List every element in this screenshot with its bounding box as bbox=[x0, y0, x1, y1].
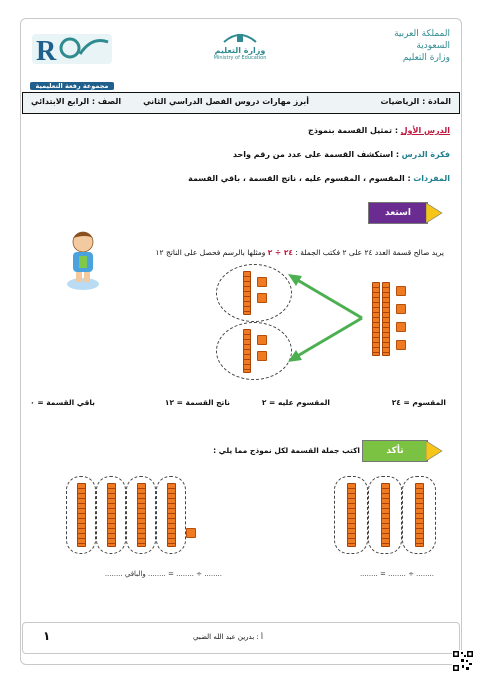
info-title: أبرز مهارات دروس الفصل الدراسي الثاني bbox=[143, 97, 309, 106]
tens-rod bbox=[372, 282, 380, 356]
tens-rod bbox=[137, 483, 146, 547]
svg-text:R: R bbox=[36, 36, 57, 67]
check-arrow-icon bbox=[426, 441, 444, 461]
problem-tail: ومثلها بالرسم فحصل على الناتج ١٢ bbox=[155, 248, 268, 257]
tens-rod bbox=[382, 282, 390, 356]
unit-cube bbox=[396, 286, 406, 296]
rifaa-logo-text: مجموعة رفعة التعليمية bbox=[30, 82, 114, 90]
tens-rod bbox=[167, 483, 176, 547]
ministry-name-en: Ministry of Education bbox=[213, 55, 267, 61]
kingdom-name: المملكة العربية السعودية bbox=[394, 29, 450, 51]
exercise-left-group bbox=[66, 476, 96, 554]
tens-rod bbox=[107, 483, 116, 547]
idea-text: : استكشف القسمة على عدد من رقم واحد bbox=[232, 150, 400, 159]
exercise-right-group bbox=[402, 476, 436, 554]
exercise-prompt: اكتب جملة القسمة لكل نموذج مما يلي : bbox=[213, 446, 360, 455]
check-button[interactable] bbox=[362, 440, 444, 462]
lesson-vocab-line bbox=[130, 174, 450, 183]
exercise-left-group bbox=[126, 476, 156, 554]
lesson-title-line bbox=[150, 126, 450, 135]
problem-statement bbox=[114, 248, 444, 257]
loose-unit-cube bbox=[186, 528, 196, 538]
ready-button-label: استعد bbox=[368, 202, 428, 224]
check-button-label: تأكد bbox=[362, 440, 428, 462]
answer-line-left[interactable]: ........ ÷ ........ = ........ والباقي ........ bbox=[104, 570, 222, 578]
qr-code-icon bbox=[452, 650, 474, 672]
exercise-right-group bbox=[368, 476, 402, 554]
remainder-result: باقي القسمة = ٠ bbox=[30, 398, 95, 407]
boy-illustration bbox=[62, 228, 104, 292]
tens-rod bbox=[381, 483, 390, 547]
ministry-name-ar: وزارة التعليم bbox=[214, 46, 266, 55]
rifaa-logo bbox=[30, 32, 114, 88]
info-bar bbox=[22, 92, 460, 114]
exercise-left-group bbox=[156, 476, 186, 554]
unit-cube bbox=[257, 351, 267, 361]
ministry-logo-mid bbox=[205, 28, 275, 68]
exercise-right-group bbox=[334, 476, 368, 554]
lesson-idea-line bbox=[150, 150, 450, 159]
unit-cube bbox=[257, 293, 267, 303]
ministry-logo-right bbox=[360, 28, 450, 63]
page-footer bbox=[22, 622, 460, 654]
group-circle-2 bbox=[216, 322, 292, 380]
unit-cube bbox=[396, 340, 406, 350]
ministry-emblem-icon bbox=[220, 28, 260, 44]
lesson-title: : تمثيل القسمة بنموذج bbox=[308, 126, 399, 135]
divisor-result: المقسوم عليه = ٢ bbox=[261, 398, 330, 407]
lesson-label: الدرس الأول bbox=[400, 126, 450, 135]
tens-rod bbox=[415, 483, 424, 547]
tens-rod bbox=[347, 483, 356, 547]
rifaa-logo-mark bbox=[30, 32, 114, 78]
vocab-text: : المقسوم ، المقسوم عليه ، ناتج القسمة ، باقي القسمة bbox=[188, 174, 411, 183]
subject-label: المادة : الرياضيات bbox=[380, 97, 451, 106]
tens-rod bbox=[77, 483, 86, 547]
split-arrows bbox=[286, 266, 366, 370]
group-circle-1 bbox=[216, 264, 292, 322]
whole-model-24 bbox=[372, 282, 412, 356]
tens-rod bbox=[243, 271, 251, 315]
exercise-left-group bbox=[96, 476, 126, 554]
vocab-label: المفردات bbox=[413, 174, 450, 183]
page-number: ١ bbox=[43, 629, 51, 643]
grade-label: الصف : الرابع الابتدائي bbox=[31, 97, 122, 106]
teacher-name: أ : بدرين عبد الله الضبي bbox=[193, 633, 263, 641]
ministry-name: وزارة التعليم bbox=[402, 53, 450, 63]
unit-cube bbox=[396, 304, 406, 314]
unit-cube bbox=[396, 322, 406, 332]
answer-line-right[interactable]: ........ ÷ ........ = ........ bbox=[359, 570, 434, 578]
quotient-result: ناتج القسمة = ١٢ bbox=[164, 398, 230, 407]
ready-arrow-icon bbox=[426, 203, 444, 223]
unit-cube bbox=[257, 277, 267, 287]
problem-expression: ٢٤ ÷ ٢ bbox=[267, 248, 293, 257]
tens-rod bbox=[243, 329, 251, 373]
dividend-result: المقسوم = ٢٤ bbox=[391, 398, 446, 407]
ready-button[interactable] bbox=[368, 202, 444, 224]
problem-text: يريد صالح قسمة العدد ٢٤ على ٢ فكتب الجملة : bbox=[292, 248, 444, 257]
unit-cube bbox=[257, 335, 267, 345]
idea-label: فكرة الدرس bbox=[401, 150, 450, 159]
